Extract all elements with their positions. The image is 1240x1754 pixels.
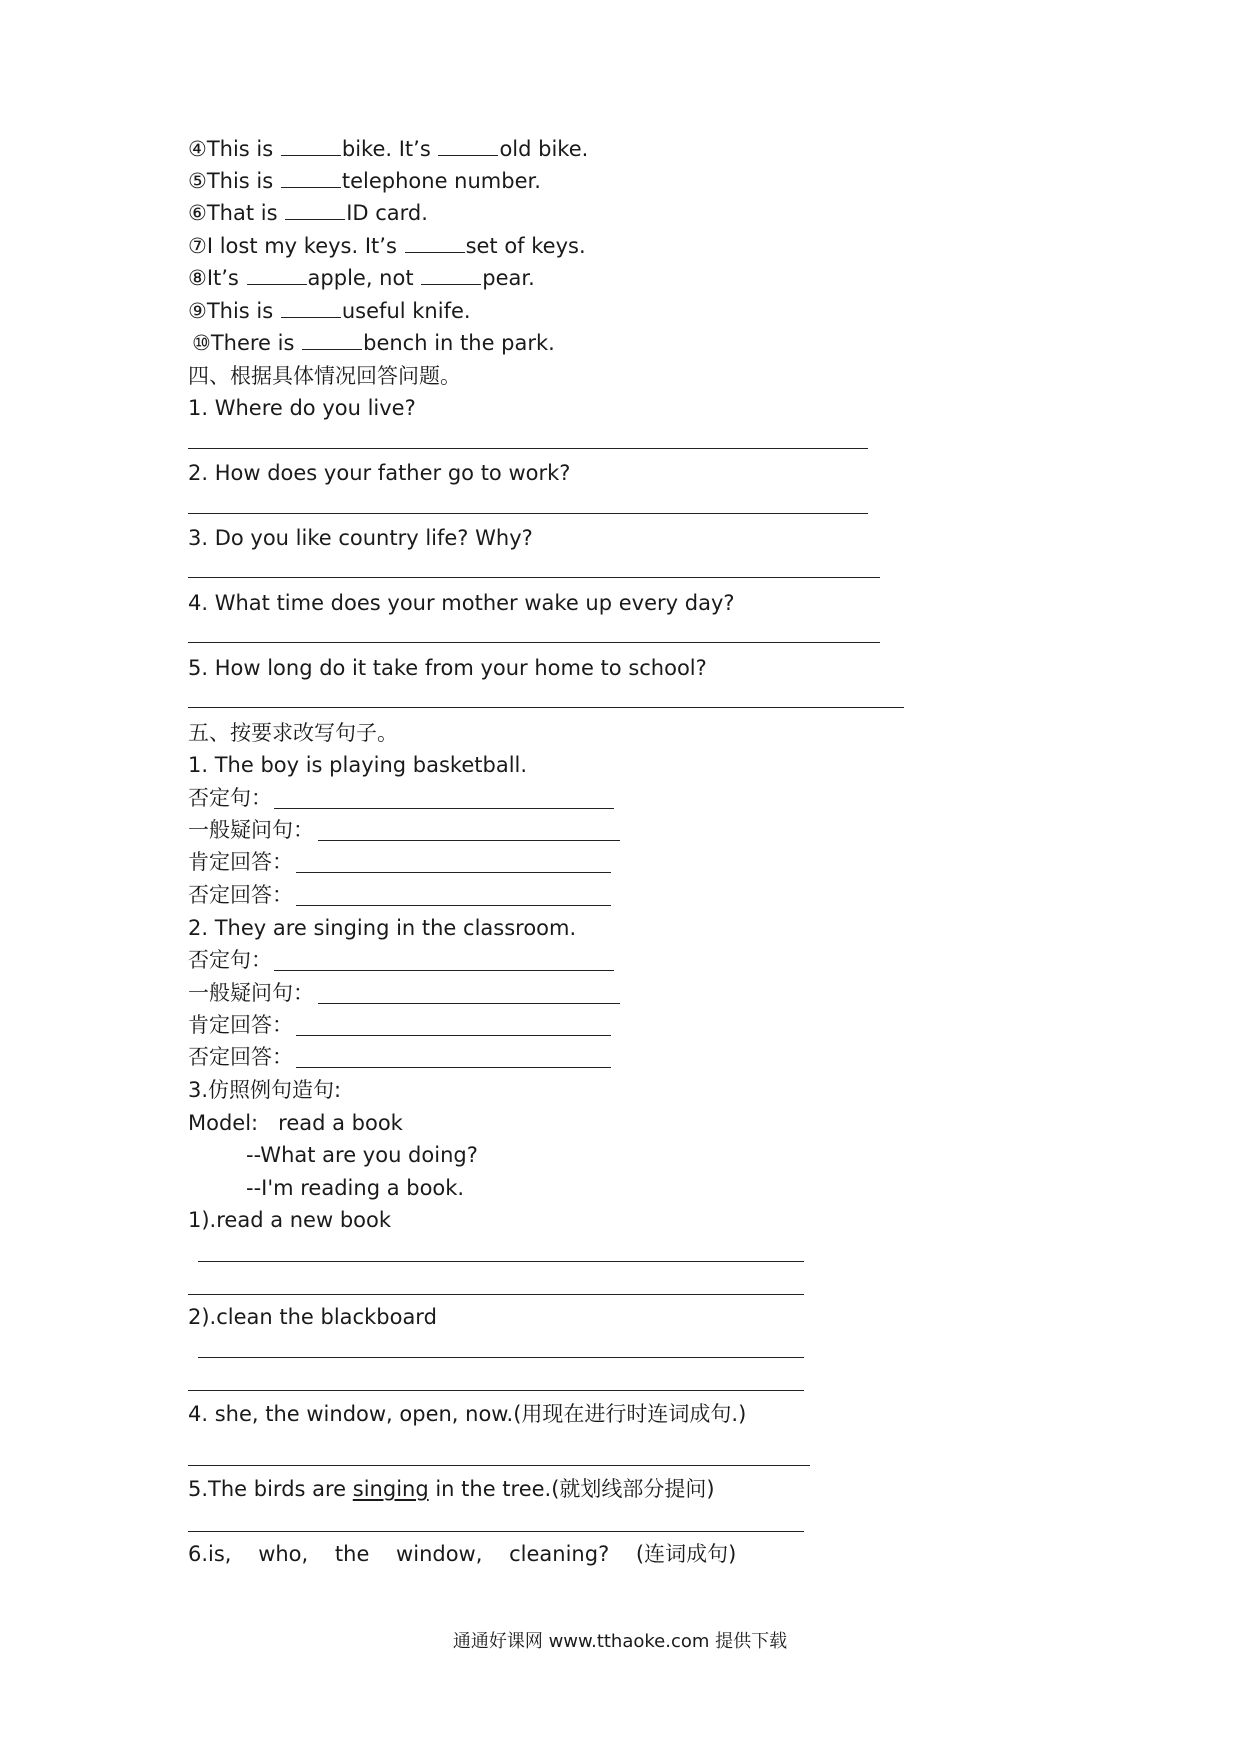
section4-title: 四、根据具体情况回答问题。 xyxy=(188,364,461,388)
practice-item-2: 2).clean the blackboard xyxy=(188,1305,437,1329)
fill-item-6 xyxy=(188,200,428,226)
q5-text: 5.The birds are xyxy=(188,1477,353,1501)
item-number: ④ xyxy=(188,137,207,161)
item-text: This is xyxy=(206,299,280,323)
model-question: --What are you doing? xyxy=(246,1143,478,1167)
blank[interactable] xyxy=(281,299,341,318)
item-text: This is xyxy=(206,137,280,161)
answer-line[interactable] xyxy=(296,905,611,906)
model-answer: --I'm reading a book. xyxy=(246,1176,465,1200)
answer-line[interactable] xyxy=(188,513,868,514)
blank[interactable] xyxy=(421,266,481,285)
blank[interactable] xyxy=(438,137,498,156)
blank[interactable] xyxy=(281,169,341,188)
answer-line[interactable] xyxy=(188,1390,804,1391)
answer-line[interactable] xyxy=(188,642,880,643)
practice-item-1: 1).read a new book xyxy=(188,1208,392,1232)
answer-line[interactable] xyxy=(274,970,614,971)
item-text: bench in the park. xyxy=(363,331,555,355)
answer-line[interactable] xyxy=(188,1294,804,1295)
item-number: ⑩ xyxy=(192,331,211,355)
blank[interactable] xyxy=(285,201,345,220)
fill-item-8 xyxy=(188,265,535,291)
answer-line[interactable] xyxy=(188,707,904,708)
section4-question-3: 3. Do you like country life? Why? xyxy=(188,526,533,550)
answer-line[interactable] xyxy=(296,872,611,873)
item-text: ID card. xyxy=(346,201,428,225)
fill-item-7 xyxy=(188,233,586,259)
section5-q3-title: 3.仿照例句造句: xyxy=(188,1078,342,1102)
item-text: This is xyxy=(206,169,280,193)
fill-item-4 xyxy=(188,136,588,162)
item-text: I lost my keys. It’s xyxy=(206,234,404,258)
item-text: pear. xyxy=(482,266,535,290)
negative-label: 否定句： xyxy=(188,786,272,810)
blank[interactable] xyxy=(281,137,341,156)
section5-q4: 4. she, the window, open, now.(用现在进行时连词成句.) xyxy=(188,1402,747,1426)
model-label: Model: xyxy=(188,1111,259,1135)
section5-title: 五、按要求改写句子。 xyxy=(188,721,398,745)
item-text: It’s xyxy=(206,266,246,290)
blank[interactable] xyxy=(247,266,307,285)
model-phrase: read a book xyxy=(278,1111,403,1135)
model-line xyxy=(188,1110,403,1136)
yes-answer-label: 肯定回答： xyxy=(188,850,293,874)
q5-text: in the tree.(就划线部分提问) xyxy=(428,1477,715,1501)
answer-line[interactable] xyxy=(296,1035,611,1036)
fill-item-9 xyxy=(188,298,471,324)
answer-line[interactable] xyxy=(296,1067,611,1068)
answer-line[interactable] xyxy=(188,1531,804,1532)
no-answer-label: 否定回答： xyxy=(188,883,293,907)
answer-line[interactable] xyxy=(188,448,868,449)
answer-line[interactable] xyxy=(274,808,614,809)
item-number: ⑨ xyxy=(188,299,207,323)
section5-q6: 6.is, who, the window, cleaning? (连词成句) xyxy=(188,1542,737,1566)
item-text: bike. It’s xyxy=(341,137,438,161)
section4-question-4: 4. What time does your mother wake up every day? xyxy=(188,591,735,615)
negative-label: 否定句： xyxy=(188,948,272,972)
item-number: ⑦ xyxy=(188,234,207,258)
item-text: That is xyxy=(206,201,285,225)
item-number: ⑧ xyxy=(188,266,207,290)
answer-line[interactable] xyxy=(188,577,880,578)
item-number: ⑤ xyxy=(188,169,207,193)
section4-question-5: 5. How long do it take from your home to school? xyxy=(188,656,707,680)
section5-q2: 2. They are singing in the classroom. xyxy=(188,916,577,940)
answer-line[interactable] xyxy=(318,840,620,841)
item-text: apple, not xyxy=(307,266,421,290)
section5-q1: 1. The boy is playing basketball. xyxy=(188,753,528,777)
footer-source: 通通好课网 www.tthaoke.com 提供下载 xyxy=(452,1631,788,1652)
item-text: telephone number. xyxy=(341,169,541,193)
section4-question-1: 1. Where do you live? xyxy=(188,396,416,420)
item-text: useful knife. xyxy=(341,299,471,323)
item-text: old bike. xyxy=(499,137,589,161)
blank[interactable] xyxy=(302,331,362,350)
item-text: There is xyxy=(210,331,302,355)
underlined-word: singing xyxy=(352,1477,429,1501)
item-number: ⑥ xyxy=(188,201,207,225)
answer-line[interactable] xyxy=(198,1357,804,1358)
answer-line[interactable] xyxy=(188,1465,810,1466)
answer-line[interactable] xyxy=(198,1261,804,1262)
item-text: set of keys. xyxy=(465,234,586,258)
fill-item-10 xyxy=(192,330,555,356)
section4-question-2: 2. How does your father go to work? xyxy=(188,461,571,485)
question-form-label: 一般疑问句： xyxy=(188,818,314,842)
fill-item-5 xyxy=(188,168,541,194)
no-answer-label: 否定回答： xyxy=(188,1045,293,1069)
answer-line[interactable] xyxy=(318,1003,620,1004)
question-form-label: 一般疑问句： xyxy=(188,981,314,1005)
section5-q5 xyxy=(188,1476,715,1502)
yes-answer-label: 肯定回答： xyxy=(188,1013,293,1037)
blank[interactable] xyxy=(405,234,465,253)
